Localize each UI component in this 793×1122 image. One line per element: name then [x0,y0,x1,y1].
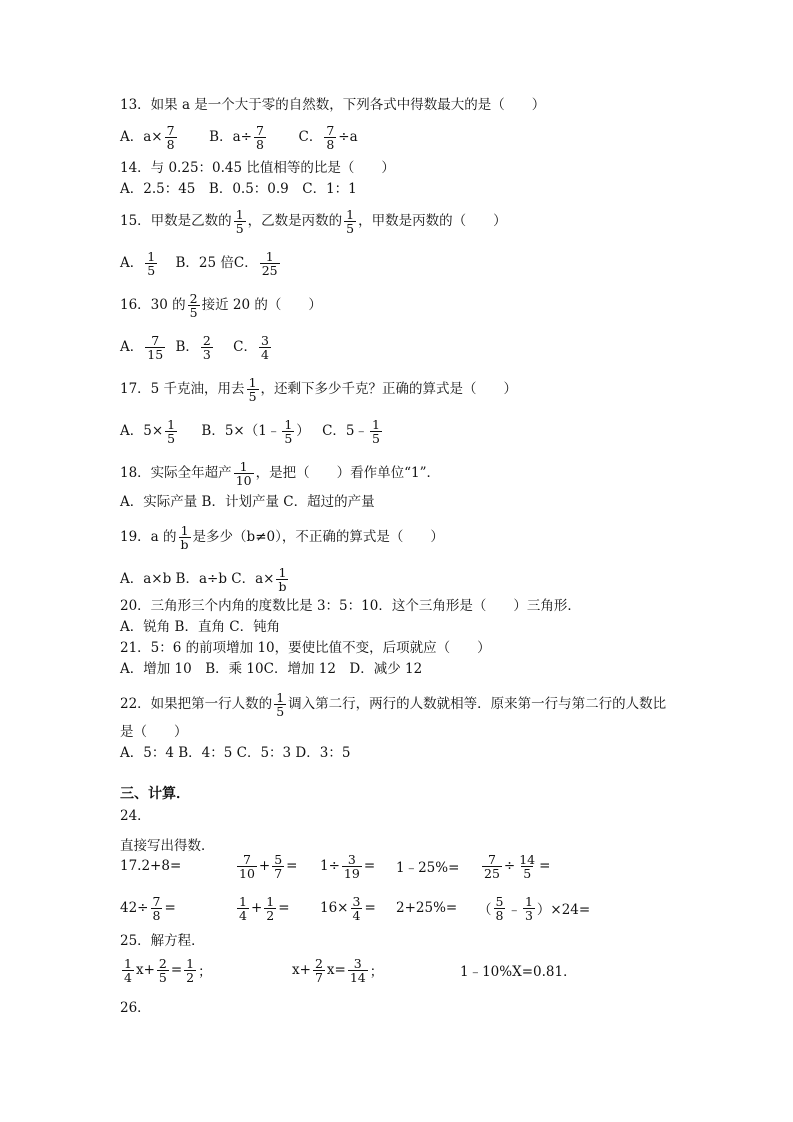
question-19-stem: 19．a 的 $\frac{1}{b}$ 是多少（b≠0），不正确的算式是（ ） [120,523,444,552]
question-24-label: 24． [120,808,151,824]
question-14-stem: 14．与 0.25：0.45 比值相等的比是（ ） [120,160,395,176]
fraction: $\frac{1}{5}$ [235,207,244,236]
fraction: $\frac{1}{b}$ [278,565,287,594]
fraction: $\frac{7}{8}$ [166,123,175,152]
question-18-options: A．实际产量 B．计划产量 C．超过的产量 [120,494,375,510]
question-26-label: 26． [120,1000,151,1016]
question-15-stem: 15．甲数是乙数的 $\frac{1}{5}$ ，乙数是丙数的 $\frac{1}{5}$ ，甲数是丙数的（ ） [120,207,507,236]
question-18-stem: 18．实际全年超产 $\frac{1}{10}$ ，是把（ ）看作单位“1”． [120,459,440,488]
question-19-options: A．a×b B．a÷b C．a× $\frac{1}{b}$ [120,565,287,594]
question-20-options: A．锐角 B．直角 C．钝角 [120,619,281,635]
fraction: $\frac{7}{15}$ [147,333,164,362]
equation-1: $\frac{1}{4}$ x+ $\frac{2}{5}$ = $\frac{1}{2}$ ； [124,955,212,985]
calc-item: $\frac{7}{25}$ ÷ $\frac{14}{5}$ = [484,851,551,881]
fraction: $\frac{1}{5}$ [167,417,176,446]
instruction: 直接写出得数． [120,838,215,854]
question-21-stem: 21．5：6 的前项增加 10，要使比值不变，后项就应（ ） [120,640,491,656]
section-heading: 三、计算． [120,786,190,802]
calc-item: $\frac{1}{4}$ + $\frac{1}{2}$ = [239,893,290,923]
calc-item: 1÷ $\frac{3}{19}$ = [320,851,376,881]
fraction: $\frac{1}{b}$ [180,523,189,552]
option-a-label: A．a× [120,129,163,145]
fraction: $\frac{1}{2}$ [266,893,275,923]
fraction: $\frac{1}{25}$ [261,249,278,278]
fraction: $\frac{1}{5}$ [284,417,293,446]
calc-item: 1﹣25%= [396,860,460,876]
fraction: $\frac{7}{8}$ [255,123,264,152]
calc-item: 2+25%= [396,900,458,916]
calc-item: 42÷ $\frac{7}{8}$ = [120,893,176,923]
question-14-options: A．2.5：45 B．0.5：0.9 C．1：1 [120,181,357,197]
question-21-options: A．增加 10 B．乘 10C．增加 12 D．减少 12 [120,661,423,677]
question-17-stem: 17．5 千克油，用去 $\frac{1}{5}$ ，还剩下多少千克？正确的算式是（ ） [120,375,518,404]
fraction: $\frac{3}{19}$ [343,851,360,881]
fraction: $\frac{1}{5}$ [372,417,380,446]
question-15-options: A． $\frac{1}{5}$ B．25 倍C． $\frac{1}{25}$ [120,249,278,278]
equation-2: x+ $\frac{2}{7}$ x= $\frac{3}{14}$ ； [292,955,384,985]
option-b-label: B．a÷ [209,129,252,145]
equation-row [120,952,680,988]
fraction: $\frac{14}{5}$ [519,851,536,881]
fraction: $\frac{1}{5}$ [276,690,285,719]
calc-item: 17.2+8= [120,858,182,874]
fraction: $\frac{7}{25}$ [484,851,500,881]
question-16-options: A． $\frac{7}{15}$ B． $\frac{2}{3}$ C． $\frac{3}{4}$ [120,333,269,362]
question-22-stem: 22．如果把第一行人数的 $\frac{1}{5}$ 调入第二行，两行的人数就相等．原来第一行与第二行的人数比 [120,690,667,719]
calc-item: $\frac{7}{10}$ + $\frac{5}{7}$ = [239,851,298,881]
question-16-stem: 16．30 的 $\frac{2}{5}$ 接近 20 的（ ） [120,291,322,320]
fraction: $\frac{2}{5}$ [158,955,167,985]
fraction: $\frac{5}{7}$ [274,851,283,881]
question-25-label: 25．解方程． [120,933,205,949]
fraction: $\frac{7}{8}$ [152,893,161,923]
fraction: $\frac{1}{5}$ [248,375,257,404]
calc-item: 16× $\frac{3}{4}$ = [320,893,376,923]
question-20-stem: 20．三角形三个内角的度数比是 3：5：10．这个三角形是（ ）三角形． [120,598,581,614]
fraction: $\frac{1}{2}$ [186,955,195,985]
fraction: $\frac{1}{5}$ [147,249,156,278]
fraction: $\frac{1}{4}$ [124,955,132,985]
question-13-options: A．a× $\frac{7}{8}$ B．a÷ $\frac{7}{8}$ C． $\frac{7}{8}$ ÷a [120,123,358,152]
question-13-stem: 13．如果 a 是一个大于零的自然数，下列各式中得数最大的是（ ） [120,97,546,113]
fraction: $\frac{2}{7}$ [314,955,323,985]
fraction: $\frac{3}{4}$ [260,333,269,362]
fraction: $\frac{3}{14}$ [349,955,366,985]
question-17-options: A．5× $\frac{1}{5}$ B．5×（1﹣ $\frac{1}{5}$ ） C．5﹣ $\frac{1}{5}$ [120,417,380,446]
fraction: $\frac{1}{5}$ [346,207,355,236]
calc-item: （ $\frac{5}{8}$ ﹣ $\frac{1}{3}$ ）×24= [478,893,591,923]
fraction: $\frac{7}{8}$ [326,123,335,152]
fraction: $\frac{7}{10}$ [239,851,255,881]
option-c-label: C． [298,129,323,145]
equation-3: 1﹣10%X=0.81． [460,964,577,980]
calc-row-1 [120,848,680,884]
fraction: $\frac{3}{4}$ [352,893,361,923]
fraction: $\frac{1}{3}$ [524,893,533,923]
fraction: $\frac{2}{3}$ [202,333,211,362]
calc-row-2 [120,890,680,926]
fraction: $\frac{1}{10}$ [235,459,252,488]
question-22-stem-continued: 是（ ） [120,724,188,740]
fraction: $\frac{2}{5}$ [189,291,198,320]
fraction: $\frac{1}{4}$ [239,893,247,923]
fraction: $\frac{5}{8}$ [495,893,504,923]
question-22-options: A．5：4 B．4：5 C．5：3 D．3：5 [120,745,351,761]
